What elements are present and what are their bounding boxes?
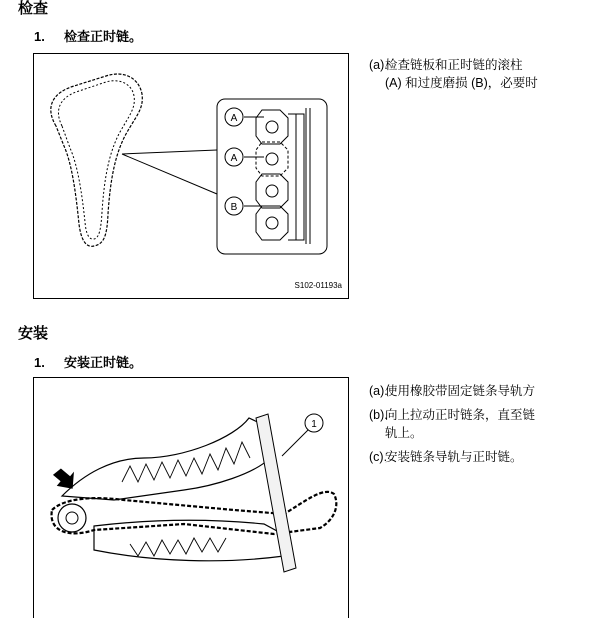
callout-a1-label: A [230,113,238,124]
instruction-text: 向上拉动正时链条，直至链 [385,408,536,422]
install-instruction-b [369,406,535,442]
timing-chain-installation-figure [33,377,349,618]
instruction-line2: (A) 和过度磨损 (B)，必要时 [385,76,538,90]
callout-1-label: 1 [311,419,317,430]
step-number: 1. [34,355,45,370]
instruction-text: 使用橡胶带固定链条导轨方 [385,384,536,398]
instruction-continuation: 轨上。 [385,426,423,440]
step-heading-install [34,352,142,371]
step-title: 安装正时链。 [64,355,143,370]
timing-chain-inspection-figure [33,53,349,299]
step-heading-inspect [34,26,142,45]
section-title-inspect: 检查 [18,0,49,17]
instruction-text: 安装链条导轨与正时链。 [385,450,523,464]
figure-code: S102-01193a [294,281,342,290]
instruction-label: (c). [369,450,388,464]
instruction-label: (b). [369,408,388,422]
step-number: 1. [34,29,45,44]
instruction-label: (a). [369,384,388,398]
step-title: 检查正时链。 [64,29,143,44]
chain-guide-illustration [34,378,348,618]
inspect-instruction-a [369,56,538,92]
section-title-install: 安装 [18,325,49,342]
instruction-line1: 检查链板和正时链的滚柱 [385,58,523,72]
instruction-label: (a). [369,58,388,72]
callout-a2-label: A [230,153,238,164]
timing-chain-illustration [34,54,348,298]
callout-b-label: B [230,202,238,213]
install-instruction-c [369,448,523,466]
install-instruction-a [369,382,535,400]
